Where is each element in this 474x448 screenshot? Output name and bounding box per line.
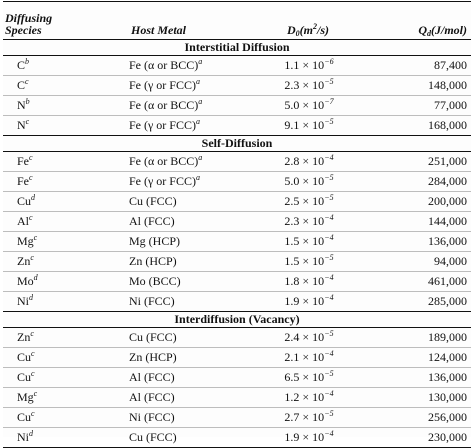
species-symbol: Cu: [17, 410, 32, 424]
qd-cell: 168,000: [357, 116, 471, 136]
d0-exponent: −4: [324, 389, 334, 398]
d0-mantissa: 1.2 × 10: [284, 390, 325, 404]
host-metal-cell: [99, 368, 249, 388]
host-footnote-marker: a: [195, 173, 200, 182]
section-title: Interdiffusion (Vacancy): [3, 312, 471, 328]
diffusing-species-cell: [3, 192, 99, 212]
species-footnote-marker: c: [29, 173, 33, 182]
qd-cell: 200,000: [357, 192, 471, 212]
d0-exponent: −4: [324, 233, 334, 242]
host-metal-label: Fe (γ or FCC): [129, 174, 196, 188]
d0-exponent: −5: [324, 369, 334, 378]
table-row: [3, 252, 471, 272]
d0-cell: [249, 232, 357, 252]
d0-mantissa: 2.7 × 10: [284, 410, 325, 424]
host-metal-cell: [99, 172, 249, 192]
table-row: [3, 408, 471, 428]
host-metal-cell: [99, 428, 249, 448]
qd-cell: 461,000: [357, 272, 471, 292]
d0-cell: [249, 292, 357, 312]
d0-mantissa: 2.4 × 10: [284, 330, 325, 344]
d0-exponent: −5: [324, 409, 334, 418]
species-footnote-marker: d: [31, 193, 36, 202]
diffusing-species-cell: [3, 428, 99, 448]
diffusing-species-cell: [3, 56, 99, 76]
qd-cell: 124,000: [357, 348, 471, 368]
species-footnote-marker: c: [30, 329, 34, 338]
table-row: [3, 428, 471, 448]
d0-mantissa: 2.8 × 10: [284, 154, 325, 168]
host-metal-label: Mg (HCP): [129, 234, 181, 248]
d0-cell: [249, 428, 357, 448]
qd-cell: 130,000: [357, 388, 471, 408]
qd-cell: 284,000: [357, 172, 471, 192]
species-symbol: C: [17, 78, 26, 92]
host-metal-label: Mo (BCC): [129, 274, 181, 288]
table-row: [3, 116, 471, 136]
d0-mantissa: 2.3 × 10: [284, 78, 325, 92]
host-metal-label: Cu (FCC): [129, 194, 177, 208]
diffusing-species-cell: [3, 252, 99, 272]
host-metal-cell: [99, 292, 249, 312]
d0-exponent: −4: [324, 293, 334, 302]
column-header-diffusing-species: [3, 2, 99, 40]
header-row: [3, 2, 471, 40]
host-metal-label: Fe (γ or FCC): [129, 118, 196, 132]
d0-cell: [249, 408, 357, 428]
species-footnote-marker: c: [25, 117, 30, 126]
qd-cell: 94,000: [357, 252, 471, 272]
species-symbol: Mg: [17, 390, 34, 404]
host-metal-label: Fe (γ or FCC): [129, 78, 196, 92]
species-symbol: Mo: [17, 274, 34, 288]
host-metal-cell: [99, 96, 249, 116]
diffusing-species-cell: [3, 292, 99, 312]
qd-cell: 136,000: [357, 368, 471, 388]
d0-mantissa: 5.0 × 10: [284, 98, 325, 112]
d0-cell: [249, 212, 357, 232]
column-header-species-line1: Diffusing: [5, 11, 53, 25]
species-symbol: Al: [17, 214, 29, 228]
table-row: [3, 172, 471, 192]
host-metal-cell: [99, 252, 249, 272]
host-footnote-marker: a: [198, 153, 203, 162]
host-metal-label: Fe (α or BCC): [129, 58, 199, 72]
qd-cell: 230,000: [357, 428, 471, 448]
table-body: [3, 40, 471, 448]
diffusing-species-cell: [3, 212, 99, 232]
host-metal-cell: [99, 76, 249, 96]
table-row: [3, 368, 471, 388]
diffusing-species-cell: [3, 348, 99, 368]
d0-cell: [249, 56, 357, 76]
species-footnote-marker: c: [31, 409, 35, 418]
qd-symbol: Q: [418, 23, 427, 37]
diffusing-species-cell: [3, 408, 99, 428]
d0-cell: [249, 192, 357, 212]
section-title: Self-Diffusion: [3, 136, 471, 152]
diffusing-species-cell: [3, 272, 99, 292]
d0-exponent: −5: [324, 329, 334, 338]
d0-symbol: D: [286, 23, 296, 37]
qd-cell: 136,000: [357, 232, 471, 252]
column-header-qd: [357, 2, 471, 40]
species-footnote-marker: c: [25, 77, 29, 86]
d0-cell: [249, 76, 357, 96]
host-metal-cell: [99, 232, 249, 252]
host-metal-label: Al (FCC): [129, 390, 175, 404]
host-metal-label: Zn (HCP): [129, 254, 177, 268]
species-symbol: Zn: [17, 330, 31, 344]
d0-cell: [249, 388, 357, 408]
diffusing-species-cell: [3, 232, 99, 252]
host-metal-label: Al (FCC): [129, 370, 175, 384]
section-row: [3, 312, 471, 328]
column-header-host-metal: Host Metal: [99, 2, 249, 40]
diffusing-species-cell: [3, 96, 99, 116]
d0-mantissa: 1.9 × 10: [284, 294, 325, 308]
species-symbol: C: [17, 58, 26, 72]
table-row: [3, 96, 471, 116]
d0-exponent: −5: [324, 193, 334, 202]
d0-mantissa: 9.1 × 10: [284, 118, 325, 132]
species-symbol: Mg: [17, 234, 34, 248]
d0-exponent: −5: [324, 173, 334, 182]
d0-exponent: −4: [324, 273, 334, 282]
d0-mantissa: 1.1 × 10: [284, 58, 325, 72]
host-metal-cell: [99, 272, 249, 292]
species-footnote-marker: c: [31, 369, 35, 378]
host-metal-label: Ni (FCC): [129, 410, 175, 424]
section-row: [3, 136, 471, 152]
d0-exponent: −4: [324, 153, 334, 162]
d0-cell: [249, 348, 357, 368]
d0-unit-end: /s): [317, 23, 329, 37]
species-footnote-marker: c: [33, 233, 38, 242]
host-metal-label: Cu (FCC): [129, 330, 177, 344]
d0-exponent: −6: [324, 57, 334, 66]
d0-mantissa: 5.0 × 10: [284, 174, 325, 188]
table-row: [3, 272, 471, 292]
host-metal-label: Cu (FCC): [129, 430, 177, 444]
qd-cell: 77,000: [357, 96, 471, 116]
species-footnote-marker: c: [31, 349, 35, 358]
table-row: [3, 152, 471, 172]
host-metal-label: Ni (FCC): [129, 294, 175, 308]
d0-exponent: −4: [324, 349, 334, 358]
host-footnote-marker: a: [195, 77, 200, 86]
column-header-species-line2: Species: [5, 23, 42, 37]
d0-cell: [249, 152, 357, 172]
host-metal-cell: [99, 408, 249, 428]
d0-subscript: 0: [295, 29, 300, 38]
species-symbol: Fe: [17, 154, 29, 168]
diffusing-species-cell: [3, 368, 99, 388]
species-symbol: Ni: [17, 430, 29, 444]
species-symbol: N: [17, 118, 26, 132]
d0-mantissa: 6.5 × 10: [284, 370, 325, 384]
section-title: Interstitial Diffusion: [3, 40, 471, 56]
section-row: [3, 40, 471, 56]
qd-cell: 251,000: [357, 152, 471, 172]
host-footnote-marker: a: [195, 117, 200, 126]
diffusion-data-table: [3, 1, 471, 448]
d0-mantissa: 2.5 × 10: [284, 194, 325, 208]
table-row: [3, 328, 471, 348]
d0-exponent: −7: [324, 97, 334, 106]
species-symbol: N: [17, 98, 26, 112]
table-row: [3, 192, 471, 212]
d0-mantissa: 1.8 × 10: [284, 274, 325, 288]
host-metal-cell: [99, 328, 249, 348]
table-row: [3, 388, 471, 408]
species-symbol: Cu: [17, 350, 32, 364]
host-metal-cell: [99, 192, 249, 212]
qd-cell: 256,000: [357, 408, 471, 428]
diffusion-data-table-panel: [3, 1, 471, 444]
table-row: [3, 292, 471, 312]
species-footnote-marker: d: [29, 293, 33, 302]
species-footnote-marker: b: [25, 97, 30, 106]
qd-subscript: d: [427, 29, 431, 38]
d0-mantissa: 1.9 × 10: [284, 430, 325, 444]
d0-cell: [249, 96, 357, 116]
d0-mantissa: 2.3 × 10: [284, 214, 325, 228]
host-metal-cell: [99, 388, 249, 408]
d0-exponent: −4: [324, 213, 334, 222]
species-footnote-marker: c: [29, 213, 33, 222]
host-metal-cell: [99, 348, 249, 368]
qd-cell: 87,400: [357, 56, 471, 76]
host-metal-cell: [99, 116, 249, 136]
diffusing-species-cell: [3, 172, 99, 192]
diffusing-species-cell: [3, 388, 99, 408]
diffusing-species-cell: [3, 328, 99, 348]
species-symbol: Cu: [17, 194, 32, 208]
host-metal-cell: [99, 56, 249, 76]
species-footnote-marker: d: [33, 273, 38, 282]
table-row: [3, 56, 471, 76]
d0-exponent: −4: [324, 429, 334, 438]
column-header-d0: [249, 2, 357, 40]
qd-cell: 144,000: [357, 212, 471, 232]
table-row: [3, 232, 471, 252]
d0-unit: (m: [299, 23, 313, 37]
d0-mantissa: 1.5 × 10: [284, 234, 325, 248]
species-symbol: Zn: [17, 254, 31, 268]
qd-cell: 285,000: [357, 292, 471, 312]
diffusing-species-cell: [3, 116, 99, 136]
host-metal-label: Fe (α or BCC): [129, 154, 199, 168]
species-footnote-marker: d: [29, 429, 33, 438]
d0-cell: [249, 116, 357, 136]
d0-cell: [249, 272, 357, 292]
species-footnote-marker: c: [33, 389, 38, 398]
host-metal-label: Zn (HCP): [129, 350, 177, 364]
d0-exponent: −5: [324, 117, 334, 126]
qd-cell: 148,000: [357, 76, 471, 96]
diffusing-species-cell: [3, 152, 99, 172]
species-symbol: Ni: [17, 294, 29, 308]
d0-exponent: −5: [324, 77, 334, 86]
d0-mantissa: 2.1 × 10: [284, 350, 325, 364]
table-row: [3, 212, 471, 232]
qd-cell: 189,000: [357, 328, 471, 348]
host-metal-label: Fe (α or BCC): [129, 98, 199, 112]
d0-exponent: −5: [324, 253, 334, 262]
table-row: [3, 76, 471, 96]
host-footnote-marker: a: [198, 57, 203, 66]
species-footnote-marker: c: [30, 253, 34, 262]
d0-mantissa: 1.5 × 10: [284, 254, 325, 268]
host-metal-cell: [99, 152, 249, 172]
d0-cell: [249, 172, 357, 192]
table-row: [3, 348, 471, 368]
host-metal-cell: [99, 212, 249, 232]
d0-cell: [249, 328, 357, 348]
diffusing-species-cell: [3, 76, 99, 96]
qd-unit: (J/mol): [431, 23, 467, 37]
species-symbol: Cu: [17, 370, 32, 384]
species-footnote-marker: c: [29, 153, 33, 162]
species-footnote-marker: b: [25, 57, 30, 66]
host-footnote-marker: a: [198, 97, 203, 106]
host-metal-label: Al (FCC): [129, 214, 175, 228]
d0-unit-exponent: 2: [313, 22, 317, 31]
d0-cell: [249, 252, 357, 272]
species-symbol: Fe: [17, 174, 29, 188]
d0-cell: [249, 368, 357, 388]
